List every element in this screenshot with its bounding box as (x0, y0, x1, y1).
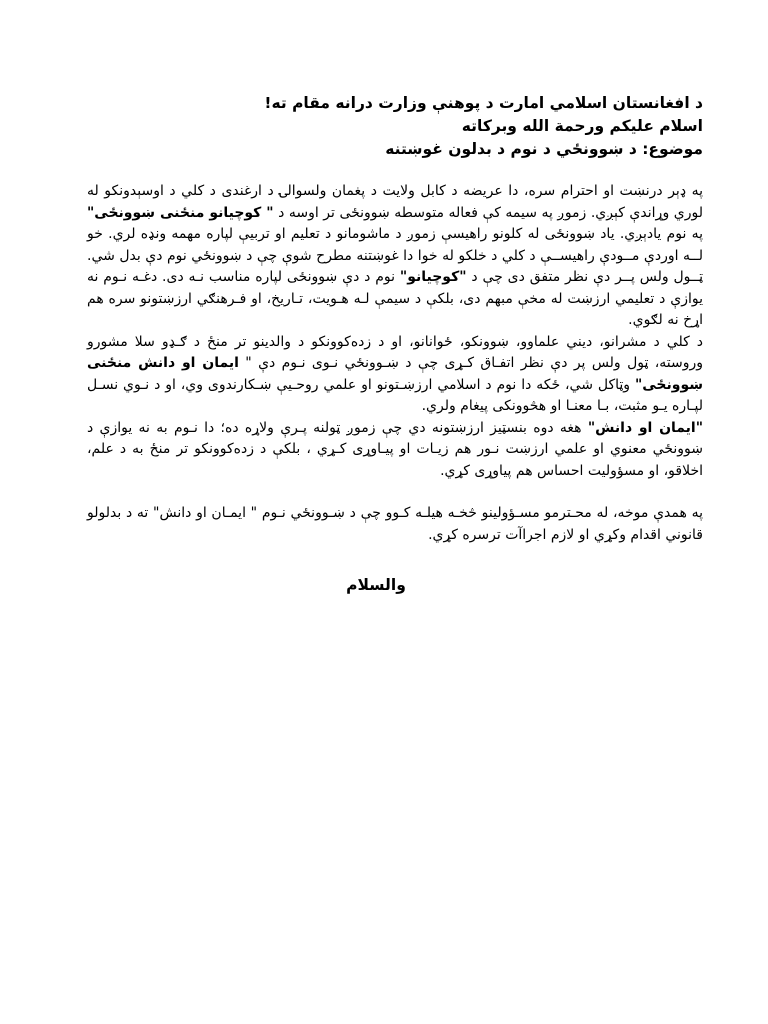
greeting-line: اسلام عليكم ورحمة الله وبركاته (461, 117, 703, 135)
paragraph-intro: په ډېر درنښت او احترام سره، دا عريضه د کابل ولايت د پغمان ولسوالۍ د ارغندی د کلي د اوسېدونکو له لوري وړاندې کېږي. زموږ په سيمه کې فعاله متوسطه ښوونځی تر اوسه د " کوچيانو منځنی ښوونځی" په نوم يادېږي. ياد ښوونځی له کلونو راهيسې زموږ د ماشومانو د تعليم او تربيې لپاره مهمه ونډه لري. خو لــه اوردې مــودې راهيســې د کلي د خلکو له خوا دا غوښتنه مطرح شوې چې د ښوونځي نوم دې بدل شي. ټــول ولس پــر دې نظر متفق دی چې د "کوچيانو" نوم د دې ښوونځی لپاره مناسب نـه دی. دغـه نـوم نه يوازې د تعليمي ارزښت له مخې مبهم دی، بلکې د سيمې لـه هـويت، تـاريخ، او فـرهنګي ارزښتونو سره هم اړخ نه لګوي. (87, 183, 703, 328)
values-phrase: "ايمان او دانش" (587, 419, 704, 436)
paragraph-values: "ايمان او دانش" هغه دوه بنسټيز ارزښتونه دي چې زموږ ټولنه پـرې ولاړه ده؛ دا نـوم به نه يوازې د ښوونځي معنوي او علمي ارزښت نـور هم زيـات او پيـاوړی کـړي ، بلکې د زده‌کوونکو تر منځ به د علم، اخلاقو، او مسؤوليت احساس هم پياوړی کړي. (87, 419, 704, 479)
current-name-short: "کوچيانو" (399, 269, 467, 285)
letter-heading (87, 92, 703, 161)
paragraph-consensus: د کلي د مشرانو، ديني علماوو، ښوونکو، ځوانانو، او د زده‌کوونکو د والدينو تر منځ د ګـډو سلا مشورو وروسته، ټول ولس پر دې نظر اتفـاق کـړی چې د ښـوونځي نـوی نـوم دې " ايمان او دانش منځنی ښوونځی" وټاکل شي، ځکه دا نوم د اسلامي ارزښـتونو او علمي روحـيې ښـکارندوی وي، او د نـوي نسـل لپـاره يـو مثبت، بـا معنـا او هڅوونکی پيغام ولري. (87, 333, 703, 414)
current-school-name: " کوچيانو منځنی ښوونځی" (87, 204, 274, 221)
closing-salutation: والسلام (346, 576, 406, 594)
subject-line: موضوع: د ښوونځي د نوم د بدلون غوښتنه (385, 140, 703, 158)
paragraph-request: په همدې موخه، له محـترمو مسـؤولينو څخـه هيلـه کـوو چې د ښـوونځي نـوم " ايمـان او دانش" ته د بدلولو قانوني اقدام وکړي او لازم اجراآت ترسره کړي. (87, 505, 703, 543)
address-line: د افغانستان اسلامي امارت د پوهنې وزارت درانه مقام ته! (264, 94, 703, 112)
letter-body (87, 181, 703, 546)
proposed-school-name: ايمان او دانش منځنی ښوونځی" (87, 355, 703, 393)
